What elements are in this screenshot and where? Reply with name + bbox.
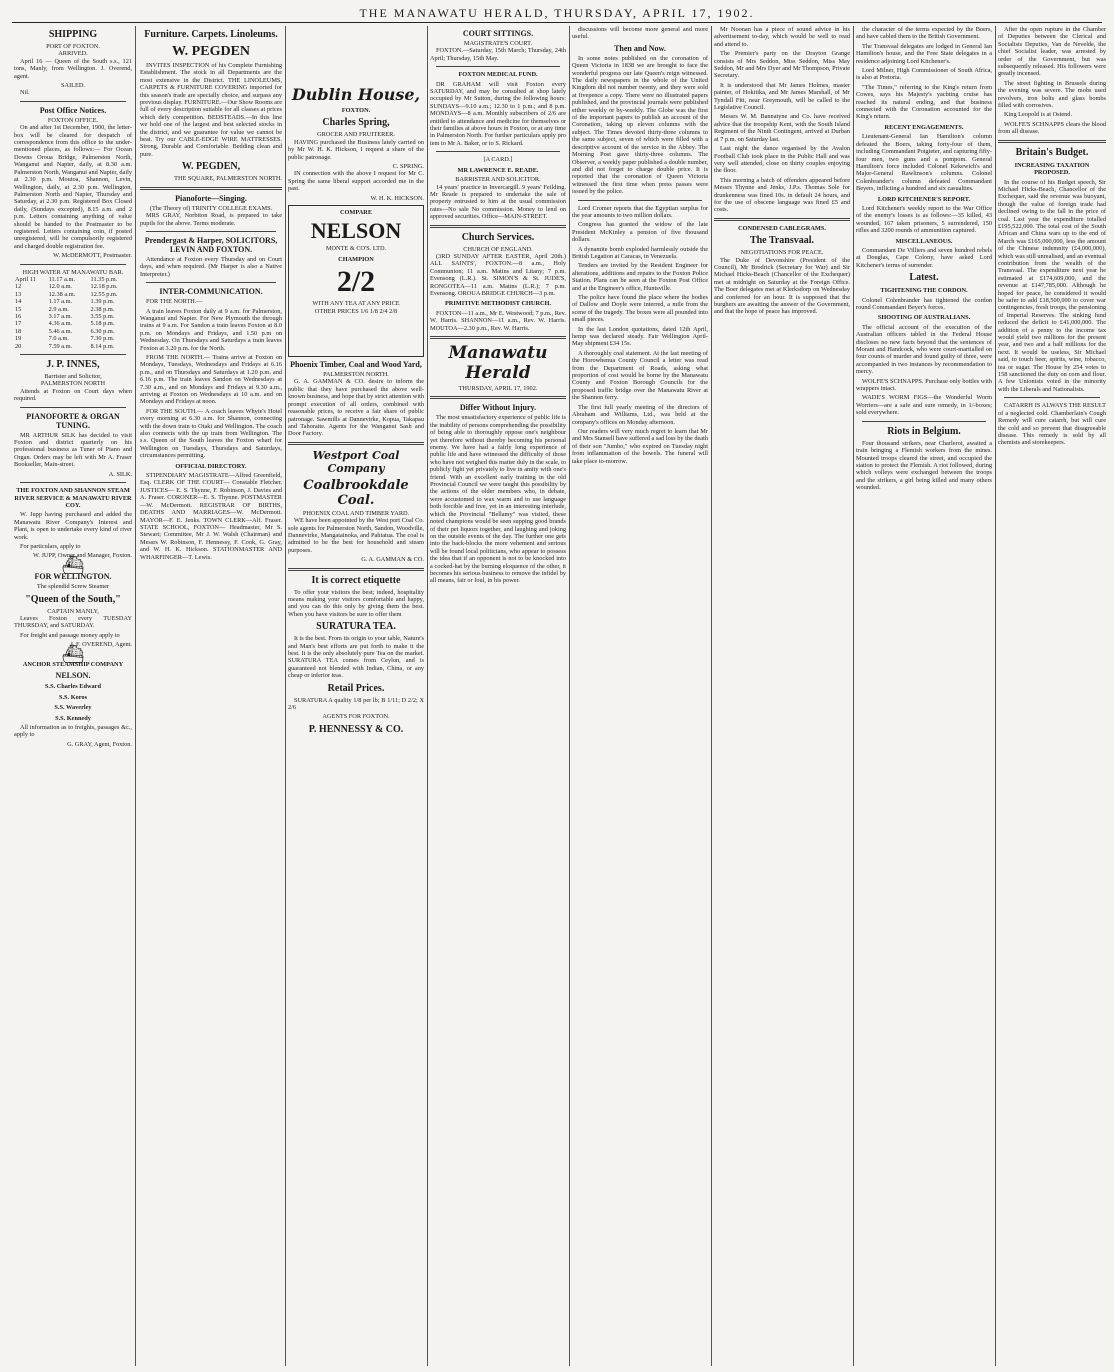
tide-cell: 17: [15, 320, 22, 328]
misc-heading: MISCELLANEOUS.: [895, 237, 953, 245]
ship-name: S.S. Charles Edward: [45, 683, 101, 691]
suratura-heading: SURATURA TEA.: [316, 621, 396, 633]
pegden-address: THE SQUARE, PALMERSTON NORTH.: [174, 175, 282, 183]
separator: [436, 66, 560, 67]
news-item: It is understood that Mr James Holmes, master painter, of Hokitika, and Mr James Marshall, of Mr Tyndall Fitt, near Greymouth, will be called to the Legislative Council.: [714, 81, 850, 112]
post-office-text: On and after 1st December, 1900, the letter-box will be cleared for despatch of correspondence from this office to the under-mentioned places, as follows:— For Ocean Downs Oroua Bridge, Palmerston North, Wanganui and Napier, daily, at 8.30 a.m. Palmerston North, Wanganui and Napier, daily at 2.30 p.m. Moutoa, Shannon, Levin, Wellington, daily, at 2.30 p.m. Wellington, Palmerston North and Napier, Thursday and Saturday, at 2.30 p.m. Registered Box Closed daily, (Sundays excepted), 8.15 a.m. and 2 p.m. Letters containing anything of value should be handed to the Postmaster to be registered. Letters containing coin, if posted unregistered, will be compulsorily registered and charged double registration fee.: [14, 124, 132, 250]
budget-text: In the course of his Budget speech, Sir Michael Hicks-Beach, Chancellor of the Exchequer, said the revenue was buoyant, though the value of foreign trade had declined owing to the fall in the price of coal. Last year the expenditure totalled £195,522,000. The total cost of the South African and China wars up to the end of March was £165,000,000, less the amount of the Chinese indemnity (£4,000,000), which was still unrealised, and an eventual contribution from the wealth of the Transvaal. The expenditure next year he estimated at £174,609,000, and the revenue at £147,785,000. Although he hoped for peace, he considered it would be safer to add £18,500,000 to cover war contingencies, fresh troops, the pensioning of Imperial Reserves. The sinking fund reduced the deficit to £41,000,000. The addition of a penny to the income tax would yield two millions for the present year, and two and a half millions for the next. It would be useless, Sir Michael said, to touch beer, spirits, wine, tobacco, tea or sugar. The House by 254 votes to 158 sanctioned the duty on corn and flour. A few Unionists voted in the minority with the Liberals and Nationalists.: [998, 178, 1106, 393]
separator: [20, 264, 126, 265]
separator: [862, 421, 986, 422]
postmaster-sig: W. McDERMOTT, Postmaster.: [53, 252, 132, 260]
nelson-heading: NELSON.: [55, 671, 91, 681]
westport-heading: Westport Coal Company: [312, 448, 400, 475]
tide-row: [14, 328, 132, 335]
separator: [430, 336, 566, 339]
news-item: Our readers will very much regret to learn that Mr and Mrs Stansell have suffered a sad loss by the death of their son "Jumbo," who expired on Tuesday night from inflammation of the bowels. The funeral will take place to-morrow.: [572, 427, 708, 465]
separator: [436, 151, 560, 152]
separator: [140, 187, 282, 190]
price-2-2: 2/2: [336, 265, 376, 299]
condensed-heading: CONDENSED CABLEGRAMS.: [738, 224, 826, 232]
shooting-text: The official account of the execution of the Australian officers tabled in the Federal House discloses no new facts beyond that the sentences of Morant and Handcock, who were court-martialled on four counts of murder and found guilty of three, were accompanied in two instances by recommendation to mercy.: [856, 323, 992, 376]
column-pegden: [140, 26, 282, 1366]
innes-role: Barrister and Solicitor,: [44, 373, 102, 381]
tide-cell: 1.17 a.m.: [48, 298, 73, 306]
gray-sig: G. GRAY, Agent, Foxton.: [67, 740, 132, 748]
column-local: [714, 26, 850, 1366]
gamman-sig: G. A. GAMMAN & CO.: [361, 556, 424, 564]
etiquette-text: To offer your visitors the best; indeed, hospitality means making your visitors comfortable and happy, and you can do this only by giving them the best. When you have visitors be sure to offer them: [288, 588, 424, 618]
other-prices: OTHER PRICES 1/6 1/8 2/4 2/8: [314, 307, 398, 315]
tide-cell: 11.17 a.m.: [48, 275, 75, 283]
arrived-text: April 16 — Queen of the South s.s., 121 tons, Manly, from Wellington. J. Overend, agent.: [14, 57, 132, 80]
tide-cell: 2.9 a.m.: [48, 305, 69, 313]
tide-cell: 7.0 a.m.: [48, 335, 69, 343]
masthead: THE MANAWATU HERALD, THURSDAY, APRIL 17, 1902.: [359, 6, 755, 20]
tide-cell: 12.38 a.m.: [48, 290, 76, 298]
herald-date: THURSDAY, APRIL 17, 1902.: [458, 385, 538, 392]
column-divider: [711, 26, 712, 1366]
church-text: (3RD SUNDAY AFTER EASTER, April 20th.) ALL SAINTS', FOXTON.—8 a.m., Holy Communion; 11 a.m. Matins and Litany; 7 p.m. Evensong (L.R.). St. SIMON'S & St. JUDE'S, RONGOTEA—11 a.m. Matins (L.R.); 7 p.m. Evensong. OROUA BRIDGE CHURCH—3 p.m.: [430, 252, 566, 297]
arrived-label: ARRIVED.: [58, 50, 88, 58]
pegden-name-2: W. PEGDEN,: [181, 161, 241, 173]
innes-name: J. P. INNES,: [46, 359, 100, 371]
tide-cell: 13: [15, 290, 22, 298]
champion-label: CHAMPION: [338, 255, 374, 263]
reade-text: 14 years' practice in Invercargill. 9 years' Feilding. Mr Reade is prepared to undertake the sale of property entrusted to him at the usual commission rates—No sale No commission. Money to lend on approved securities. Office—MAIN-STREET.: [430, 183, 566, 221]
separator: [20, 407, 126, 408]
tide-row: [14, 343, 132, 350]
phoenix-place: PALMERSTON NORTH.: [323, 371, 389, 379]
separator: [20, 482, 126, 483]
harper-text: Attendance at Foxton every Thursday and on Court days, and when required. (Mr Harper is also a Native Interpreter.): [140, 255, 282, 278]
separator: [430, 396, 566, 399]
inter-comm-heading: INTER-COMMUNICATION.: [159, 287, 263, 297]
furniture-heading: Furniture. Carpets. Linoleums.: [144, 29, 278, 40]
directory-text: STIPENDIARY MAGISTRATE—Alfred Greenfield, Esq. CLERK OF THE COURT— Constable Fletcher. JUSTICES— E. S. Thynne, F. Robinson, J. Davies and A. Fraser. CORONER—E. S. Thynne. POSTMASTER—W. McDermott. REGISTRAR OF BIRTHS, DEATHS AND MARRIAGES—W. McDermott. MAYOR—F. E. Jenks. TOWN CLERK—Alf. Fraser. STATE SCHOOL, FOXTON— Headmaster, Mr S. Stewart; Committee, Mr J. W. Walsh (Chairman) and Messrs W. Robinson, F. Hennessy, F. Cook, G. Gray, and W. H. K. Hickson. STATIONMASTER AND WHARFINGER—T. Lewis.: [140, 472, 282, 561]
foxton-label: FOXTON.: [341, 107, 371, 114]
tide-cell: 18: [15, 327, 22, 335]
tide-row: [14, 306, 132, 313]
phoenix-heading: Phoenix Timber, Coal and Wood Yard,: [290, 360, 422, 370]
coal-sub: PHOENIX COAL AND TIMBER YARD.: [302, 509, 410, 517]
hickson-sig: W. H. K. HICKSON.: [370, 194, 424, 202]
column-ads: [288, 26, 424, 1366]
pianoforte-heading: Pianoforte—Singing.: [175, 193, 247, 203]
card-label: [A CARD.]: [483, 156, 513, 164]
taxation-heading: INCREASING TAXATION PROPOSED.: [1014, 161, 1090, 177]
captain-label: CAPTAIN MANLY,: [47, 607, 99, 615]
tide-cell: 15: [15, 305, 22, 313]
agents-label: AGENTS FOR FOXTON.: [322, 713, 390, 721]
hickson-text: IN connection with the above I request for Mr C. Spring the same liberal support accorded me in the past.: [288, 170, 424, 193]
wolfe-ad: WOLFE'S SCHNAPPS clears the blood from all disease.: [998, 120, 1106, 136]
anchor-heading: ANCHOR STEAMSHIP COMPANY: [22, 661, 124, 668]
separator: [146, 282, 276, 283]
separator: [430, 225, 566, 228]
tide-cell: 1.39 p.m.: [90, 298, 115, 306]
intro-text: discussions will become more general and more useful.: [572, 26, 708, 41]
steamship-icon: ⛴: [61, 554, 85, 575]
transvaal-heading: The Transvaal.: [749, 235, 815, 247]
innes-text: Attends at Foxton on Court days when required.: [14, 387, 132, 403]
tide-cell: 12.0 a.m.: [48, 283, 73, 291]
steamship-icon: ⛴: [61, 643, 85, 664]
post-office-heading: Post Office Notices.: [39, 105, 107, 115]
river-service-text: W. Jupp having purchased and added the Manawatu River Company's Interest and Plant, is open to undertake every kind of river work.: [14, 511, 132, 541]
latest-heading: Latest.: [909, 272, 939, 284]
kitchener-heading: LORD KITCHENER'S REPORT.: [877, 195, 971, 203]
etiquette-heading: It is correct etiquette: [311, 574, 401, 586]
separator: [20, 101, 126, 102]
separator: [998, 140, 1106, 143]
tide-row: [14, 276, 132, 283]
tide-row: [14, 298, 132, 305]
overend-sig: J. F. OVEREND, Agent.: [70, 641, 132, 649]
news-item: Tenders are invited by the Resident Engineer for alterations, additions and repairs to the Foxton Police Station. Plans can be seen at the Foxton Post Office and at the Engineer's office, Huntsville.: [572, 262, 708, 292]
recent-text: Lieutenant-General Ian Hamilton's column defeated the Boers, taking forty-four of them, including Commandant Potgieter, and capturing fifty-four men, two guns and a pompom. General Hamilton's force included Colonel Kekewich's and Major-General Rawlinson's columns. Colonel Colenbrander's column defeated Commandant Beyers, inflicting a hundred and six casualties.: [856, 133, 992, 193]
tide-cell: 4.36 a.m.: [48, 320, 73, 328]
column-court: [430, 26, 566, 1366]
column-divider: [569, 26, 570, 1366]
mrs-gray-text: MRS GRAY, Norbiton Road, is prepared to take pupils for the above. Terms moderate.: [140, 212, 282, 227]
for-north: FOR THE NORTH.—: [146, 298, 203, 306]
ship-name: S.S. Koros: [58, 693, 88, 701]
north-text: A train leaves Foxton daily at 9 a.m. for Palmerston, Wanganui and Napier. For New Plymouth the through trains at 9 a.m. For Sandon a train leaves Foxton at 8.0 p.m. on Mondays and Fridays, and 1.50 p.m on Wednesday. On Thursdays and Saturdays a train leaves Foxton at 3.20 p.m. for the North.: [140, 307, 282, 352]
queen-of-south: "Queen of the South,": [25, 593, 121, 605]
spring-sig: C. SPRING.: [392, 163, 424, 171]
piano-tuning-heading: PIANOFORTE & ORGAN TUNING.: [26, 411, 120, 430]
column-divider: [853, 26, 854, 1366]
separator: [1004, 397, 1100, 398]
mag-court-label: MAGISTRATE'S COURT.: [463, 40, 533, 47]
wade-ad: WADE'S WORM FIGS—the Wonderful Worm Worriers—are a safe and sure remedy, in 1/-boxes; sold everywhere.: [856, 394, 992, 417]
hennessy-name: P. HENNESSY & CO.: [308, 723, 404, 735]
negotiations-text: The Duke of Devonshire (President of the Council), Mr Brodrick (Secretary for War) and Sir Michael Hicks-Beach (Chancellor of the Exchequer) met at midnight on Saturday at the Foreign Office. The Boer delegates met at Klerksdorp on Wednesday and conferred for an hour. It is supposed that the burghers are awaiting the answer of the Government, and that the hope of peace has improved.: [714, 256, 850, 316]
column-divider: [427, 26, 428, 1366]
misc-text: Commandant De Villiers and seven hundred rebels at Douglas, Cape Colony, have asked Lord Kitchener's terms of surrender.: [856, 246, 992, 269]
tide-cell: April 11: [15, 275, 36, 283]
leader-heading: Differ Without Injury.: [459, 403, 537, 413]
innes-place: PALMERSTON NORTH: [40, 380, 106, 388]
reade-role: BARRISTER AND SOLICITOR.: [455, 176, 541, 184]
news-item: King Leopold is at Ostend.: [1004, 111, 1073, 119]
tide-cell: 8.14 p.m.: [90, 342, 115, 350]
freight-text: For freight and passage money apply to: [20, 631, 120, 639]
news-item: The street fighting in Brussels during the evening was severe. The mobs used revolvers, iron bolts and glass bombs filled with corrosives.: [998, 79, 1106, 110]
coalbrookdale-heading: Coalbrookdale Coal.: [303, 477, 409, 508]
river-service-heading: THE FOXTON AND SHANNON STEAM RIVER SERVICE & MANAWATU RIVER COY.: [14, 487, 132, 509]
tide-row: [14, 283, 132, 290]
tide-cell: 12.55 p.m.: [90, 290, 118, 298]
ship-name: S.S. Kennedy: [55, 714, 91, 722]
tide-cell: 20: [15, 342, 22, 350]
retail-text: SURATURA A quality 1/8 per lb; B 1/11; D 2/2; X 2/6: [288, 696, 424, 712]
tide-row: [14, 291, 132, 298]
separator: [578, 200, 702, 201]
nelson-tea-ad: [288, 205, 424, 357]
compare-label: COMPARE: [339, 209, 373, 217]
column-divider: [135, 26, 136, 1366]
methodist-text: FOXTON—11 a.m., Mr E. Westwood; 7 p.m., Rev. W. Harris. SHANNON—11 a.m., Rev. W. Harris. MOUTOA—2.30 p.m., Rev. W. Harris.: [430, 309, 566, 332]
news-item: Last night the dance organised by the Avalon Football Club took place in the Public Hall and was very well attended, close on thirty couples enjoying the floor.: [714, 145, 850, 175]
port-label: PORT OF FOXTON.: [46, 43, 100, 50]
court-text: FOXTON.—Saturday, 15th March; Thursday, 24th April; Thursday, 15th May.: [430, 47, 566, 62]
dublin-house: Dublin House,: [291, 85, 421, 104]
recent-heading: RECENT ENGAGEMENTS.: [884, 123, 964, 131]
harper-heading: Prendergast & Harper, SOLICITORS, LEVIN AND FOXTON.: [144, 235, 278, 254]
shipping-heading: SHIPPING: [48, 29, 98, 40]
nelson-sub: MONTE & CO'S. LTD.: [325, 245, 387, 253]
nelson-brand: NELSON: [310, 218, 402, 244]
tide-cell: 11.35 p.m.: [90, 275, 118, 283]
trinity-label: (The Theory of) TRINITY COLLEGE EXAMS.: [149, 204, 273, 212]
sailed-text: Nil.: [20, 89, 30, 97]
ship-name: S.S. Waverley: [54, 704, 92, 712]
news-item: A dynamite bomb exploded harmlessly outside the British Legation at Caracas, in Venezuela.: [572, 245, 708, 260]
catarrh-ad: CATARRH IS ALWAYS THE RESULT of a neglected cold. Chamberlain's Cough Remedy will cure catarrh, but will cure the cold and so prevent that disagreeable disease. This remedy is sold by all chemists and storekeepers.: [998, 402, 1106, 447]
court-heading: COURT SITTINGS.: [462, 29, 534, 38]
splendid-label: The splendid Screw Steamer: [36, 583, 110, 591]
any-tea-label: WITH ANY TEA AT ANY PRICE: [312, 300, 400, 308]
negotiations-heading: NEGOTIATIONS FOR PEACE.: [740, 249, 824, 257]
tide-cell: 7.30 p.m.: [90, 335, 115, 343]
news-item: The first full yearly meeting of the directors of Abraham and Williams, Ltd., was held at the company's offices on Monday afternoon.: [572, 403, 708, 426]
news-item: Mr Noonan has a piece of sound advice in his advertisement to-day, which would be well to read and attend to.: [714, 26, 850, 48]
tide-table: [14, 276, 132, 350]
cordon-heading: TIGHTENING THE CORDON.: [880, 287, 968, 295]
tide-cell: 7.59 a.m.: [48, 342, 73, 350]
coal-text: WE have been appointed by the West port Coal Co. sole agents for Palmerston North, Sandon, Woodville, Dannevirke, Mangatainoka, and Pahiatua. The coal is admitted to be the best for household and steam purposes.: [288, 517, 424, 554]
tide-cell: 3.17 a.m.: [48, 313, 73, 320]
england-label: CHURCH OF ENGLAND.: [463, 245, 533, 253]
silk-sig: A. SILK.: [108, 470, 132, 478]
top-rule: [12, 22, 1102, 23]
cordon-text: Colonel Colenbrander has tightened the cordon round Commandant Beyer's forces.: [856, 296, 992, 311]
separator: [288, 568, 424, 571]
tide-cell: 16: [15, 313, 22, 320]
leader-text: The most unsatisfactory experience of public life is the inability of persons comprehending the possibility of being able to thoroughly oppose one's neighbour yet therefore without thereby becoming his personal enemy. We have had a fairly long experience of public life and have witnessed the difficulty of those who have not weighed this matter duly in the scale, to publicly fight yet privately to live in amity with one's friend. With an excellent early training in the old Provincial Council we were taught this possibility by the actions of the older members who, in debate, were accustomed to wax warm and to use language both forcible and free, yet in an interesting interlude, which the Provincial "Bellamy" was visited, these noted champions would be seen supping good brands of their pet liquors together, and laughing and joking on the outside events of the day. The further one gets into the back-blocks the more vehement and serious will be found local politicians, who appear to possess the idea that if an opponent is not to be knocked into a cocked-hat by the burning eloquence of the other, it becomes his serious business to remove the infidel by all means, fair or foul, in his power.: [430, 414, 566, 585]
news-item: The Transvaal delegates are lodged in General Ian Hamilton's house, and the Free State delegates in a residence adjoining Lord Kitchener's.: [856, 42, 992, 65]
reade-name: MR LAWRENCE E. READE.: [457, 166, 539, 174]
column-budget: [998, 26, 1106, 1366]
news-item: The police have found the place where the bodies of Dallow and Doyle were interred, a mile from the scene of the tragedy. The boxes were all pounded into small pieces.: [572, 294, 708, 324]
column-news: [572, 26, 708, 1366]
wolfes-ad: WOLFE'S SCHNAPPS. Purchase only bottles with wrappers intact.: [856, 377, 992, 393]
medical-heading: FOXTON MEDICAL FUND.: [458, 71, 538, 79]
news-item: Messrs W. M. Bannatyne and Co. have received advice that the troopship Kent, with the South Island Regiment of the Ninth Contingent, arrived at Durban at 7 p.m. on Saturday last.: [714, 113, 850, 143]
news-item: A thoroughly coal statement. At the last meeting of the Horowhenua County Council a letter was read from the Department of Roads, asking what proportion of cost would be borne by the Manawatu County and Foxton Borough Councils for the proposed traffic bridge over the Manawatu River at the Shannon ferry.: [572, 349, 708, 402]
piano-tuning-text: MR ARTHUR SILK has decided to visit Foxton and district quarterly on his professional business as Tuner of Piano and Organ. Orders may be left with Mr A. Fraser Bookseller, Main-street.: [14, 431, 132, 469]
tide-row: [14, 313, 132, 320]
river-contact: For particulars, apply to: [20, 542, 81, 550]
tide-cell: 14: [15, 298, 22, 306]
herald-masthead: Manawatu Herald: [448, 343, 548, 383]
column-war: [856, 26, 992, 1366]
then-now-text: In some notes published on the coronation of Queen Victoria in 1838 we are brought to face the wonderful progress our late Queen's reign witnessed. The daily newspapers in the whole of the United Kingdom did not number twenty, and they were sold at fivepence a copy. There were no illustrated papers published, and the provincial journals were published either weekly or by-weekly. The Globe was the first of the important papers to publish an account of the Coronation, taking up eleven columns with the subject. The Times devoted thirty-three columns to the same subject, seven of which were filled with a descriptive account of the service in the Abbey. The Morning Post gave thirty-three columns. The Observer, a weekly paper published a double number, and did not forget to charge double price. It is reported that the coronation of Queen Victoria witnessed the first time when press passes were issued by the police.: [572, 54, 708, 196]
south-text: FOR THE SOUTH.— A coach leaves Whyte's Hotel every morning at 6.30 a.m. for Shannon, connecting with the down train to Otaki and Wellington. The coach also connects with the up train from Wellington. The s.s. Queen of the South leaves the Foxton wharf for Wellington on Tuesdays, Thursdays and Saturdays, circumstances permitting.: [140, 407, 282, 460]
info-text: All information as to freights, passages &c., apply to: [14, 724, 132, 739]
medical-text: DR GRAHAM will visit Foxton every SATURDAY, and may be consulted at shop lately occupied by Mr Sutton, during the following hours: SUNDAYS—9.10 a.m.; 12.30 to 1 p.m.; and 8 p.m. MONDAYS—8 a.m. Monthly subscribers of 2/6 are entitled to attendance and medicine for themselves or their families at above hours in Foxton, or at any time in Palmerston North. For further particulars apply pro tem to Mr A. Baker, or to S. Rickard.: [430, 80, 566, 147]
from-north-text: FROM THE NORTH.— Trains arrive at Foxton on Mondays, Tuesdays, Wednesdays and Fridays at 6.16 p.m., and on Thursdays and Saturdays at 1.20 p.m. and 6.16 p.m. The train leaves Sandon on Wednesdays at 7.30 a.m., and on Mondays and Fridays at 9.30 a.m., arriving at Foxton on Wednesdays at 10 a.m. and on Mondays and Fridays at noon.: [140, 353, 282, 406]
news-item: Congress has granted the widow of the late President McKinley a pension of five thousand dollars.: [572, 221, 708, 244]
budget-heading: Britain's Budget.: [1015, 146, 1089, 158]
then-now-heading: Then and Now.: [614, 43, 666, 53]
news-item: Lord Milner, High Commissioner of South Africa, is also at Pretoria.: [856, 67, 992, 82]
jupp-sig: W. JUPP, Owner and Manager, Foxton.: [32, 552, 132, 560]
wellington-heading: FOR WELLINGTON.: [34, 572, 112, 582]
tide-cell: 2.38 p.m.: [90, 305, 115, 313]
tide-heading: HIGH WATER AT MANAWATU BAR.: [22, 268, 124, 276]
retail-heading: Retail Prices.: [327, 682, 385, 694]
directory-heading: OFFICIAL DIRECTORY.: [175, 462, 247, 470]
tide-cell: 5.46 a.m.: [48, 327, 73, 335]
phoenix-text: G. A. GAMMAN & CO. desire to inform the public that they have purchased the above well-known business, and hope that by strict attention with prompt execution of all orders, combined with reasonable prices, to receive a fair share of public patronage. Sawmills at Dannevirke, Kopua, Takapau and Tahoraite. Agents for the Wanganui Sash and Door Factory.: [288, 378, 424, 438]
news-item: the character of the terms expected by the Boers, and have cabled them to the British Government.: [856, 26, 992, 41]
tide-row: [14, 320, 132, 327]
leaves-text: Leaves Foxton every TUESDAY THURSDAY, and SATURDAY.: [14, 614, 132, 630]
column-divider: [995, 26, 996, 1366]
suratura-text: It is the best. From its origin to your table, Nature's and Man's best efforts are put forth to make it the best. It is the only absolutely pure Tea on the market. SURATURA TEA comes from Ceylon, and is guaranteed not blended with Indian, China, or any cheap or inferior teas.: [288, 635, 424, 680]
column-shipping: [14, 26, 132, 1366]
methodist-heading: PRIMITIVE METHODIST CHURCH.: [444, 300, 552, 308]
pegden-name: W. PEGDEN: [171, 44, 251, 59]
grocer-label: GROCER AND FRUITERER.: [317, 131, 395, 139]
news-item: "The Times," referring to the King's return from Cowes, says his Majesty's yachting cruise has reached its natural ending, and that business connected with the Coronation accounted for the King's return.: [856, 83, 992, 121]
separator: [288, 442, 424, 445]
tide-cell: 19: [15, 335, 22, 343]
shooting-heading: SHOOTING OF AUSTRALIANS.: [877, 314, 971, 322]
tide-cell: 12.18 p.m.: [90, 283, 118, 291]
tide-cell: 3.55 p.m.: [90, 313, 115, 320]
separator: [20, 354, 126, 355]
pegden-text: INVITES INSPECTION of his Complete Furnishing Establishment. The stock in all Departments are the most extensive in the District. THE LINOLEUMS, CARPETS & FURNITURE COVERING imported for this season's trade are specially choice, and surpass any previous display. FURNITURE.—Our Show Rooms are full of every description suitable for all classes at prices which defy competition. BEDSTEADS.—In this line we hold one of the largest and best selected stocks in the district, and we guarantee for value we cannot be beat. Try our CABLE-EDGE WIRE MATTRESSES. Strong, Durable and Comfortable. Bedding clean and pure.: [140, 62, 282, 158]
news-item: The Premier's party on the Drayton Grange consists of Mrs Seddon, Miss Seddon, Miss May Seddon, Mr and Mrs Dyer and Mr Thompson, Private Secretary.: [714, 50, 850, 80]
riots-text: Four thousand strikers, near Charleroi, awaited a train bringing a Flemish workers from the mines. Mounted troops cleared the street, and occupied the station to protect the Flemish. A riot followed, during which volleys were exchanged between the troops and the strikers, a girl being killed and many others wounded.: [856, 439, 992, 492]
column-divider: [285, 26, 286, 1366]
riots-heading: Riots in Belgium.: [887, 425, 961, 437]
post-office-sub: FOXTON OFFICE.: [47, 116, 99, 124]
spring-name: Charles Spring,: [322, 117, 390, 129]
tide-row: [14, 335, 132, 342]
kitchener-text: Lord Kitchener's weekly report to the War Office of the enemy's losses is as follows:—35 killed, 43 wounded, 167 taken prisoners, 5 surrendered, 150 rifles and 3200 rounds of ammunition captured.: [856, 204, 992, 235]
tide-cell: 5.18 p.m.: [90, 320, 115, 328]
tide-cell: 6.30 p.m.: [90, 327, 115, 335]
separator: [146, 231, 276, 232]
news-item: Lord Cromer reports that the Egyptian surplus for the year amounts to two million dollars.: [572, 204, 708, 219]
separator: [714, 218, 850, 221]
spring-text: HAVING purchased the Business lately carried on by Mr W. H. K. Hickson, I request a share of the public patronage.: [288, 138, 424, 161]
news-item: After the open rupture in the Chamber of Deputies between the Clerical and Socialists Deputies, Van de Nevelde, the chief Socialist leader, was arrested by order of the Government, but was subsequently released. His followers were greatly incensed.: [998, 26, 1106, 78]
news-item: This morning a batch of offenders appeared before Messrs Thynne and Jenks, J.P.s. Thomas Sole for drunkenness was fined 10s. in default 24 hours, and for the use of obscene language was fined £5 and costs.: [714, 176, 850, 214]
news-item: In the last London quotations, dated 12th April, hemp was declared steady. Fair Wellington April-May shipment £34 15s.: [572, 325, 708, 348]
sailed-label: SAILED.: [61, 82, 85, 90]
tide-cell: 12: [15, 283, 22, 291]
church-heading: Church Services.: [461, 231, 535, 243]
